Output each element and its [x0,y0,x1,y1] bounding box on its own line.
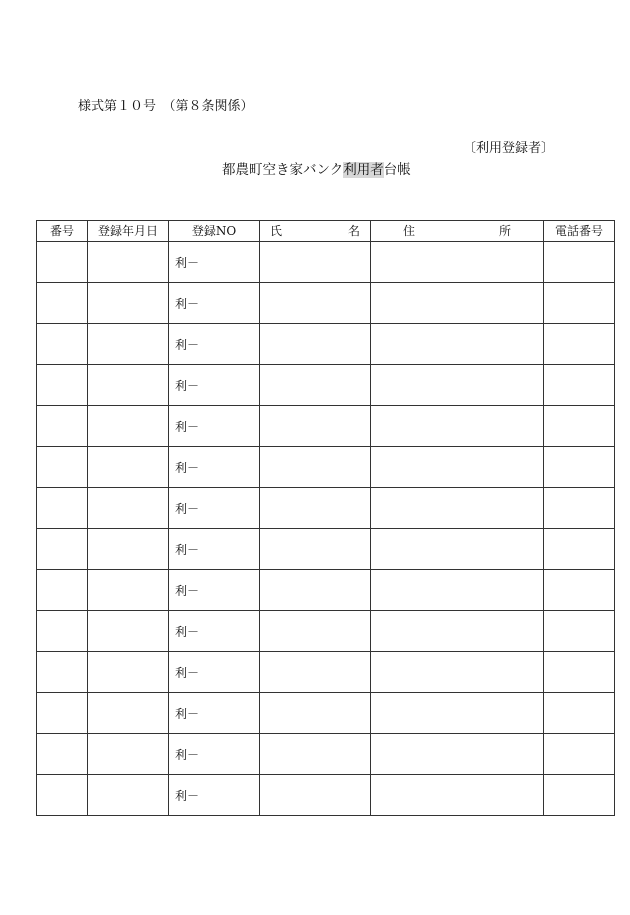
cell-phone [544,365,615,406]
cell-registration-no: 利－ [169,488,260,529]
cell-registration-no: 利－ [169,529,260,570]
cell-number [37,693,88,734]
cell-name [260,447,371,488]
cell-phone [544,529,615,570]
cell-registration-no: 利－ [169,734,260,775]
cell-phone [544,734,615,775]
table-row [37,242,615,283]
cell-phone [544,242,615,283]
header-registration-date: 登録年月日 [88,221,169,242]
cell-name [260,775,371,816]
cell-registration-date [88,529,169,570]
cell-registration-no: 利－ [169,283,260,324]
title-highlight: 利用者 [343,162,384,178]
user-ledger-table [36,220,615,816]
title-prefix: 都農町空き家バンク [222,162,344,178]
cell-address [371,447,544,488]
cell-number [37,652,88,693]
cell-registration-no: 利－ [169,775,260,816]
cell-address [371,406,544,447]
cell-name [260,488,371,529]
cell-registration-date [88,447,169,488]
cell-phone [544,611,615,652]
cell-registration-date [88,324,169,365]
cell-address [371,570,544,611]
cell-address [371,242,544,283]
cell-number [37,570,88,611]
table-row [37,652,615,693]
cell-phone [544,693,615,734]
cell-name [260,570,371,611]
table-row [37,447,615,488]
table-row [37,734,615,775]
cell-name [260,283,371,324]
header-address-second-char: 所 [498,224,511,238]
cell-name [260,365,371,406]
cell-address [371,283,544,324]
header-phone: 電話番号 [544,221,615,242]
cell-number [37,283,88,324]
cell-name [260,652,371,693]
cell-registration-no: 利－ [169,365,260,406]
cell-registration-date [88,775,169,816]
cell-phone [544,406,615,447]
cell-number [37,324,88,365]
cell-number [37,406,88,447]
header-name-second-char: 名 [347,224,360,238]
cell-registration-no: 利－ [169,652,260,693]
header-registration-no: 登録NO [169,221,260,242]
cell-phone [544,447,615,488]
cell-phone [544,324,615,365]
cell-registration-date [88,693,169,734]
cell-registration-date [88,242,169,283]
header-name [260,221,371,242]
header-address [371,221,544,242]
header-number: 番号 [37,221,88,242]
cell-number [37,447,88,488]
form-number: 様式第１０号 （第８条関係） [78,99,254,114]
cell-registration-date [88,406,169,447]
cell-registration-date [88,570,169,611]
table-body [37,242,615,816]
cell-phone [544,652,615,693]
table-row [37,775,615,816]
cell-number [37,365,88,406]
cell-name [260,693,371,734]
cell-registration-no: 利－ [169,406,260,447]
cell-number [37,488,88,529]
cell-number [37,611,88,652]
cell-registration-no: 利－ [169,324,260,365]
cell-address [371,611,544,652]
cell-registration-no: 利－ [169,570,260,611]
cell-registration-date [88,488,169,529]
cell-registration-date [88,611,169,652]
cell-registration-date [88,734,169,775]
cell-registration-no: 利－ [169,693,260,734]
cell-name [260,406,371,447]
cell-number [37,734,88,775]
cell-name [260,324,371,365]
table-row [37,529,615,570]
cell-address [371,652,544,693]
cell-registration-date [88,283,169,324]
table-header-row [37,221,615,242]
table-row [37,611,615,652]
cell-name [260,529,371,570]
cell-address [371,693,544,734]
cell-address [371,775,544,816]
cell-phone [544,775,615,816]
table-row [37,406,615,447]
cell-name [260,242,371,283]
table-row [37,488,615,529]
cell-registration-date [88,652,169,693]
cell-address [371,529,544,570]
cell-phone [544,570,615,611]
cell-name [260,611,371,652]
cell-phone [544,283,615,324]
cell-address [371,734,544,775]
table-row [37,693,615,734]
page-title [222,161,411,179]
table-row [37,570,615,611]
table-row [37,324,615,365]
cell-phone [544,488,615,529]
cell-address [371,365,544,406]
registration-category: 〔利用登録者〕 [463,141,555,156]
cell-number [37,529,88,570]
cell-address [371,324,544,365]
header-address-first-char: 住 [403,224,416,238]
cell-registration-no: 利－ [169,242,260,283]
cell-registration-date [88,365,169,406]
cell-number [37,775,88,816]
cell-address [371,488,544,529]
table-row [37,283,615,324]
table-row [37,365,615,406]
cell-number [37,242,88,283]
title-suffix: 台帳 [383,162,411,178]
cell-registration-no: 利－ [169,611,260,652]
cell-registration-no: 利－ [169,447,260,488]
header-name-first-char: 氏 [270,224,283,238]
cell-name [260,734,371,775]
